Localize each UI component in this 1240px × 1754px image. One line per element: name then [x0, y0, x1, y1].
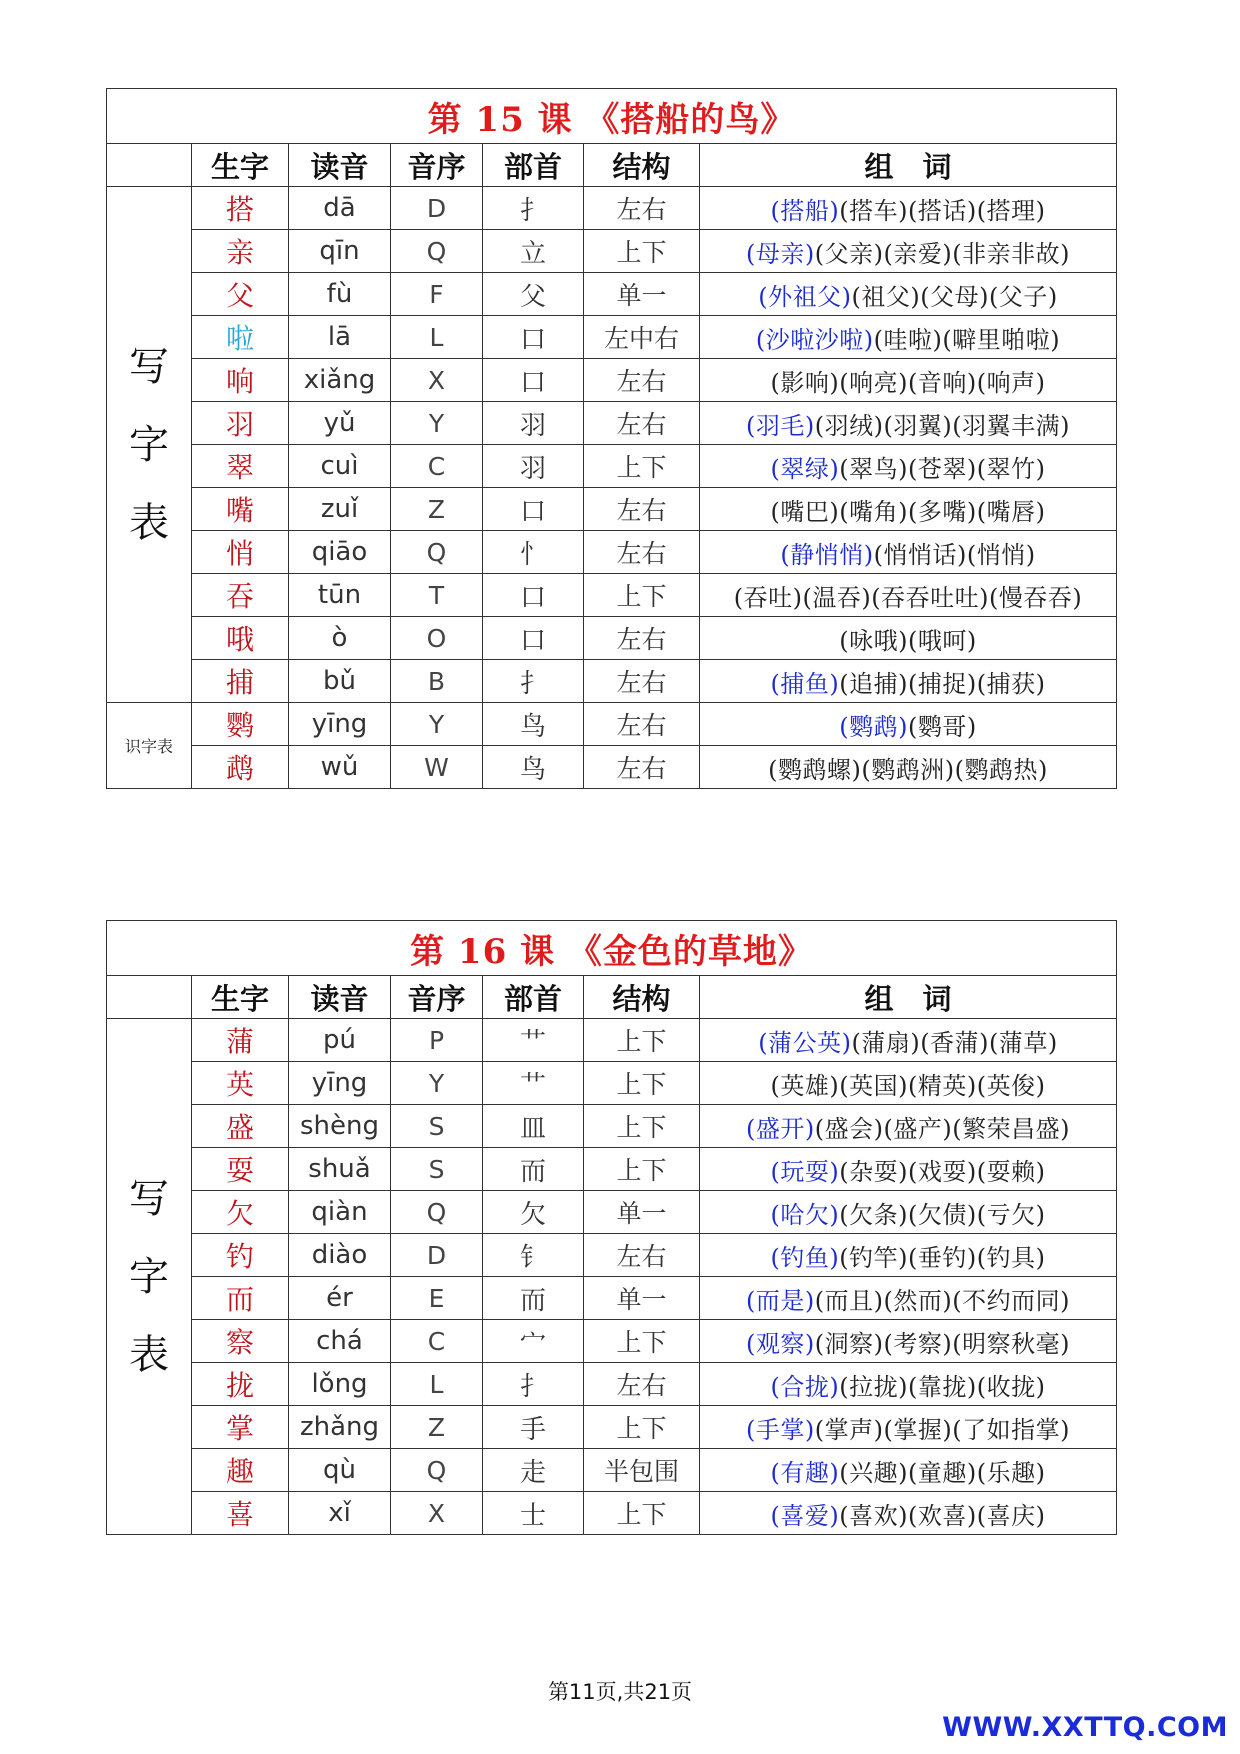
char-row: [107, 1062, 1117, 1105]
pinyin-cell: yīng: [289, 703, 391, 746]
word-group-cell: [700, 273, 1117, 316]
character-cell: 欠: [192, 1191, 289, 1234]
initial-letter-cell: Z: [391, 488, 483, 531]
initial-letter-cell: Y: [391, 1062, 483, 1105]
highlighted-word: (有趣): [770, 1458, 840, 1487]
word-group-cell: [700, 531, 1117, 574]
initial-letter-cell: X: [391, 359, 483, 402]
initial-letter-cell: Y: [391, 703, 483, 746]
word-list: (洞察)(考察)(明察秋毫): [814, 1329, 1070, 1358]
character-cell: 盛: [192, 1105, 289, 1148]
highlighted-word: (羽毛): [746, 411, 815, 440]
initial-letter-cell: Q: [391, 230, 483, 273]
lesson-16-table: [106, 920, 1117, 1535]
initial-letter-cell: D: [391, 187, 483, 230]
pinyin-cell: wǔ: [289, 746, 391, 789]
word-group-cell: [700, 1148, 1117, 1191]
lesson-title: 第 16 课 《金色的草地》: [107, 921, 1117, 976]
lesson-title-row: [107, 89, 1117, 144]
character-cell: 吞: [192, 574, 289, 617]
radical-cell: 而: [483, 1148, 584, 1191]
page-number: 第11页,共21页: [547, 1680, 693, 1704]
word-list: (欠条)(欠债)(亏欠): [839, 1200, 1046, 1229]
char-row: [107, 617, 1117, 660]
initial-letter-cell: C: [391, 1320, 483, 1363]
structure-cell: 单一: [584, 1277, 700, 1320]
column-header: 音序: [391, 144, 483, 187]
word-group-cell: [700, 703, 1117, 746]
highlighted-word: (捕鱼): [770, 669, 840, 698]
structure-cell: 左右: [584, 1363, 700, 1406]
initial-letter-cell: E: [391, 1277, 483, 1320]
char-row: [107, 488, 1117, 531]
pinyin-cell: shèng: [289, 1105, 391, 1148]
initial-letter-cell: X: [391, 1492, 483, 1535]
word-group-cell: [700, 1105, 1117, 1148]
character-cell: 而: [192, 1277, 289, 1320]
character-cell: 翠: [192, 445, 289, 488]
column-header-row: [107, 144, 1117, 187]
radical-cell: 忄: [483, 531, 584, 574]
highlighted-word: (而是): [746, 1286, 815, 1315]
structure-cell: 左中右: [584, 316, 700, 359]
char-row: [107, 273, 1117, 316]
radical-cell: 艹: [483, 1019, 584, 1062]
word-group-cell: [700, 1449, 1117, 1492]
pinyin-cell: ò: [289, 617, 391, 660]
char-row: [107, 1148, 1117, 1191]
highlighted-word: (蒲公英): [758, 1028, 852, 1057]
pinyin-cell: qiàn: [289, 1191, 391, 1234]
structure-cell: 上下: [584, 1105, 700, 1148]
character-cell: 掌: [192, 1406, 289, 1449]
column-header: 生字: [192, 976, 289, 1019]
char-row: [107, 230, 1117, 273]
structure-cell: 上下: [584, 1062, 700, 1105]
character-cell: 钓: [192, 1234, 289, 1277]
column-header: 生字: [192, 144, 289, 187]
structure-cell: 上下: [584, 1019, 700, 1062]
char-row: [107, 402, 1117, 445]
structure-cell: 上下: [584, 1406, 700, 1449]
radical-cell: 口: [483, 359, 584, 402]
pinyin-cell: fù: [289, 273, 391, 316]
initial-letter-cell: C: [391, 445, 483, 488]
word-group-cell: [700, 1062, 1117, 1105]
word-list: (盛会)(盛产)(繁荣昌盛): [814, 1114, 1070, 1143]
pinyin-cell: zhǎng: [289, 1406, 391, 1449]
structure-cell: 左右: [584, 187, 700, 230]
word-group-cell: [700, 445, 1117, 488]
word-list: (钓竿)(垂钓)(钓具): [839, 1243, 1046, 1272]
word-group-cell: [700, 1277, 1117, 1320]
column-header: 组 词: [700, 976, 1117, 1019]
character-cell: 悄: [192, 531, 289, 574]
radical-cell: 扌: [483, 1363, 584, 1406]
pinyin-cell: zuǐ: [289, 488, 391, 531]
pinyin-cell: lā: [289, 316, 391, 359]
radical-cell: 鸟: [483, 746, 584, 789]
lesson-15-table: [106, 88, 1117, 789]
pinyin-cell: qù: [289, 1449, 391, 1492]
highlighted-word: (母亲): [746, 239, 815, 268]
pinyin-cell: chá: [289, 1320, 391, 1363]
radical-cell: 口: [483, 488, 584, 531]
initial-letter-cell: Q: [391, 531, 483, 574]
char-row: [107, 1363, 1117, 1406]
character-cell: 鹉: [192, 746, 289, 789]
structure-cell: 左右: [584, 488, 700, 531]
word-group-cell: [700, 574, 1117, 617]
word-list: (杂耍)(戏耍)(耍赖): [839, 1157, 1046, 1186]
structure-cell: 左右: [584, 746, 700, 789]
word-list: (兴趣)(童趣)(乐趣): [839, 1458, 1046, 1487]
structure-cell: 左右: [584, 1234, 700, 1277]
word-list: (羽绒)(羽翼)(羽翼丰满): [814, 411, 1070, 440]
lesson-title-row: [107, 921, 1117, 976]
word-group-cell: [700, 359, 1117, 402]
structure-cell: 左右: [584, 402, 700, 445]
char-row: [107, 1234, 1117, 1277]
character-cell: 响: [192, 359, 289, 402]
highlighted-word: (盛开): [746, 1114, 815, 1143]
word-list: (英雄)(英国)(精英)(英俊): [770, 1071, 1046, 1100]
word-list: (吞吐)(温吞)(吞吞吐吐)(慢吞吞): [733, 583, 1083, 612]
structure-cell: 左右: [584, 617, 700, 660]
character-cell: 鹦: [192, 703, 289, 746]
char-row: [107, 1105, 1117, 1148]
pinyin-cell: dā: [289, 187, 391, 230]
pinyin-cell: xiǎng: [289, 359, 391, 402]
word-group-cell: [700, 187, 1117, 230]
highlighted-word: (合拢): [770, 1372, 840, 1401]
highlighted-word: (哈欠): [770, 1200, 840, 1229]
radical-cell: 宀: [483, 1320, 584, 1363]
char-row: [107, 1019, 1117, 1062]
radical-cell: 立: [483, 230, 584, 273]
structure-cell: 上下: [584, 1320, 700, 1363]
initial-letter-cell: P: [391, 1019, 483, 1062]
column-header-row: [107, 976, 1117, 1019]
word-list: (喜欢)(欢喜)(喜庆): [839, 1501, 1046, 1530]
word-list: (搭车)(搭话)(搭理): [839, 196, 1046, 225]
pinyin-cell: cuì: [289, 445, 391, 488]
radical-cell: 欠: [483, 1191, 584, 1234]
initial-letter-cell: T: [391, 574, 483, 617]
pinyin-cell: bǔ: [289, 660, 391, 703]
word-list: (鹦鹉螺)(鹦鹉洲)(鹦鹉热): [768, 755, 1048, 784]
character-cell: 嘴: [192, 488, 289, 531]
group-label-text: 识字表: [124, 737, 173, 756]
word-group-cell: [700, 1492, 1117, 1535]
word-list: (哇啦)(噼里啪啦): [873, 325, 1061, 354]
character-cell: 察: [192, 1320, 289, 1363]
initial-letter-cell: B: [391, 660, 483, 703]
character-cell: 亲: [192, 230, 289, 273]
highlighted-word: (鹦鹉): [839, 712, 908, 741]
highlighted-word: (手掌): [746, 1415, 815, 1444]
char-row: [107, 445, 1117, 488]
column-header: 结构: [584, 976, 700, 1019]
site-watermark: WWW.XXTTQ.COM: [942, 1712, 1228, 1743]
column-header: 组 词: [700, 144, 1117, 187]
structure-cell: 左右: [584, 660, 700, 703]
radical-cell: 口: [483, 617, 584, 660]
pinyin-cell: xǐ: [289, 1492, 391, 1535]
word-list: (蒲扇)(香蒲)(蒲草): [851, 1028, 1058, 1057]
structure-cell: 上下: [584, 445, 700, 488]
word-group-cell: [700, 1019, 1117, 1062]
radical-cell: 手: [483, 1406, 584, 1449]
highlighted-word: (搭船): [770, 196, 840, 225]
structure-cell: 半包围: [584, 1449, 700, 1492]
character-cell: 羽: [192, 402, 289, 445]
radical-cell: 走: [483, 1449, 584, 1492]
char-row: [107, 531, 1117, 574]
character-cell: 啦: [192, 316, 289, 359]
radical-cell: 父: [483, 273, 584, 316]
initial-letter-cell: D: [391, 1234, 483, 1277]
radical-cell: 口: [483, 316, 584, 359]
group-label-text: 写字表: [129, 1175, 169, 1378]
char-row: [107, 660, 1117, 703]
char-row: [107, 1492, 1117, 1535]
radical-cell: 皿: [483, 1105, 584, 1148]
radical-cell: 扌: [483, 660, 584, 703]
structure-cell: 左右: [584, 703, 700, 746]
word-group-cell: [700, 1406, 1117, 1449]
word-list: (悄悄话)(悄悄): [873, 540, 1036, 569]
char-row: [107, 574, 1117, 617]
column-header: 部首: [483, 144, 584, 187]
word-list: (追捕)(捕捉)(捕获): [839, 669, 1046, 698]
word-list: (祖父)(父母)(父子): [851, 282, 1058, 311]
structure-cell: 上下: [584, 574, 700, 617]
structure-cell: 单一: [584, 1191, 700, 1234]
pinyin-cell: shuǎ: [289, 1148, 391, 1191]
lesson-title: 第 15 课 《搭船的鸟》: [107, 89, 1117, 144]
group-label: [107, 187, 192, 703]
structure-cell: 上下: [584, 230, 700, 273]
word-group-cell: [700, 402, 1117, 445]
word-group-cell: [700, 488, 1117, 531]
highlighted-word: (观察): [746, 1329, 815, 1358]
pinyin-cell: pú: [289, 1019, 391, 1062]
radical-cell: 羽: [483, 402, 584, 445]
column-header: 音序: [391, 976, 483, 1019]
column-header: 读音: [289, 976, 391, 1019]
structure-cell: 上下: [584, 1148, 700, 1191]
word-list: (翠鸟)(苍翠)(翠竹): [839, 454, 1046, 483]
column-header: 部首: [483, 976, 584, 1019]
initial-letter-cell: L: [391, 1363, 483, 1406]
column-header: 结构: [584, 144, 700, 187]
highlighted-word: (静悄悄): [780, 540, 874, 569]
character-cell: 耍: [192, 1148, 289, 1191]
char-row: [107, 316, 1117, 359]
character-cell: 捕: [192, 660, 289, 703]
character-cell: 喜: [192, 1492, 289, 1535]
char-row: [107, 703, 1117, 746]
char-row: [107, 746, 1117, 789]
word-list: (拉拢)(靠拢)(收拢): [839, 1372, 1046, 1401]
word-list: (咏哦)(哦呵): [839, 626, 977, 655]
initial-letter-cell: Q: [391, 1191, 483, 1234]
radical-cell: 而: [483, 1277, 584, 1320]
word-list: (掌声)(掌握)(了如指掌): [814, 1415, 1070, 1444]
group-label-text: 写字表: [129, 343, 169, 546]
header-blank: [107, 976, 192, 1019]
word-group-cell: [700, 1234, 1117, 1277]
highlighted-word: (玩耍): [770, 1157, 840, 1186]
pinyin-cell: qīn: [289, 230, 391, 273]
radical-cell: 羽: [483, 445, 584, 488]
pinyin-cell: diào: [289, 1234, 391, 1277]
word-group-cell: [700, 1320, 1117, 1363]
group-label: [107, 703, 192, 789]
initial-letter-cell: L: [391, 316, 483, 359]
pinyin-cell: qiāo: [289, 531, 391, 574]
character-cell: 哦: [192, 617, 289, 660]
initial-letter-cell: Y: [391, 402, 483, 445]
highlighted-word: (翠绿): [770, 454, 840, 483]
structure-cell: 上下: [584, 1492, 700, 1535]
char-row: [107, 1277, 1117, 1320]
character-cell: 趣: [192, 1449, 289, 1492]
pinyin-cell: lǒng: [289, 1363, 391, 1406]
structure-cell: 左右: [584, 359, 700, 402]
highlighted-word: (沙啦沙啦): [755, 325, 874, 354]
initial-letter-cell: O: [391, 617, 483, 660]
char-row: [107, 1449, 1117, 1492]
highlighted-word: (喜爱): [770, 1501, 840, 1530]
highlighted-word: (外祖父): [758, 282, 852, 311]
word-group-cell: [700, 1363, 1117, 1406]
structure-cell: 左右: [584, 531, 700, 574]
word-list: (父亲)(亲爱)(非亲非故): [814, 239, 1070, 268]
radical-cell: 艹: [483, 1062, 584, 1105]
initial-letter-cell: Q: [391, 1449, 483, 1492]
character-cell: 蒲: [192, 1019, 289, 1062]
radical-cell: 士: [483, 1492, 584, 1535]
initial-letter-cell: Z: [391, 1406, 483, 1449]
word-group-cell: [700, 617, 1117, 660]
char-row: [107, 187, 1117, 230]
pinyin-cell: yǔ: [289, 402, 391, 445]
word-group-cell: [700, 316, 1117, 359]
pinyin-cell: tūn: [289, 574, 391, 617]
word-list: (嘴巴)(嘴角)(多嘴)(嘴唇): [770, 497, 1046, 526]
initial-letter-cell: S: [391, 1105, 483, 1148]
char-row: [107, 1320, 1117, 1363]
initial-letter-cell: W: [391, 746, 483, 789]
initial-letter-cell: S: [391, 1148, 483, 1191]
initial-letter-cell: F: [391, 273, 483, 316]
char-row: [107, 359, 1117, 402]
character-cell: 拢: [192, 1363, 289, 1406]
radical-cell: 口: [483, 574, 584, 617]
character-cell: 英: [192, 1062, 289, 1105]
word-group-cell: [700, 660, 1117, 703]
char-row: [107, 1406, 1117, 1449]
word-group-cell: [700, 1191, 1117, 1234]
word-group-cell: [700, 746, 1117, 789]
column-header: 读音: [289, 144, 391, 187]
word-group-cell: [700, 230, 1117, 273]
character-cell: 父: [192, 273, 289, 316]
structure-cell: 单一: [584, 273, 700, 316]
character-cell: 搭: [192, 187, 289, 230]
radical-cell: 扌: [483, 187, 584, 230]
highlighted-word: (钓鱼): [770, 1243, 840, 1272]
pinyin-cell: yīng: [289, 1062, 391, 1105]
word-list: (鹦哥): [908, 712, 977, 741]
pinyin-cell: ér: [289, 1277, 391, 1320]
group-label: [107, 1019, 192, 1535]
word-list: (而且)(然而)(不约而同): [814, 1286, 1070, 1315]
word-list: (影响)(响亮)(音响)(响声): [770, 368, 1046, 397]
radical-cell: 钅: [483, 1234, 584, 1277]
radical-cell: 鸟: [483, 703, 584, 746]
char-row: [107, 1191, 1117, 1234]
header-blank: [107, 144, 192, 187]
